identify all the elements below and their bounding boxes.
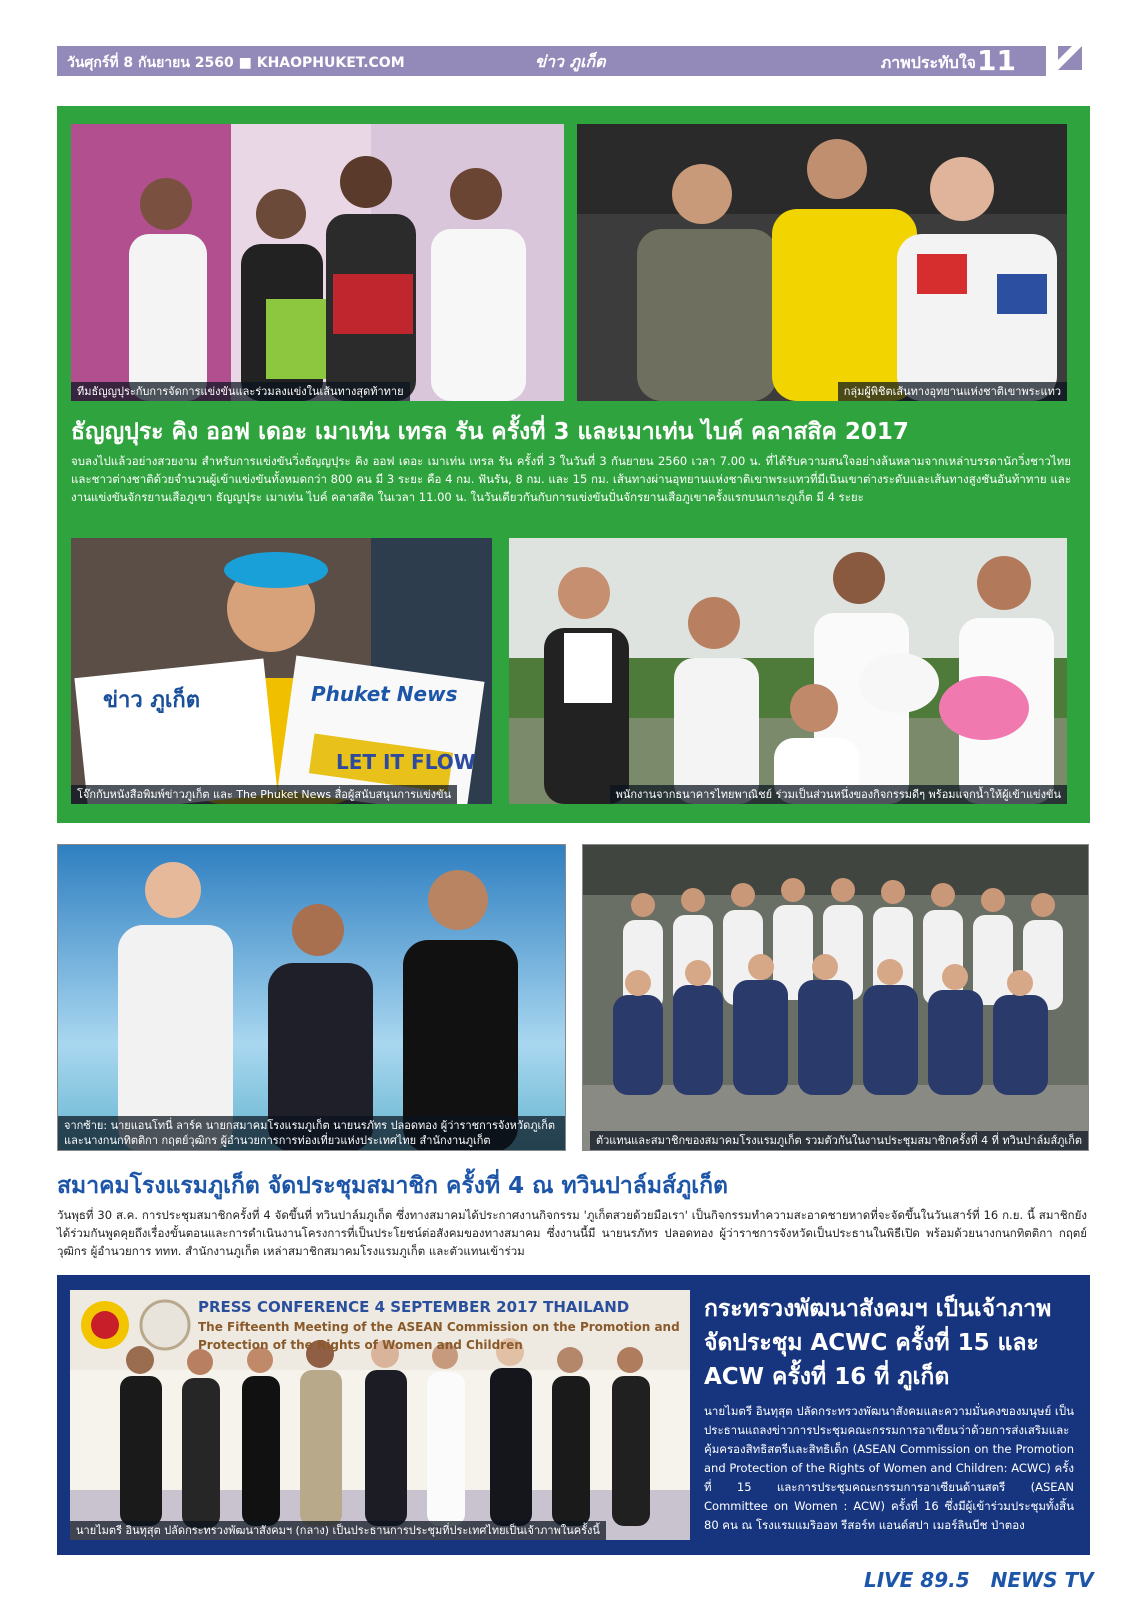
story3-headline-line3: ACW ครั้งที่ 16 ที่ ภูเก็ต — [704, 1364, 950, 1390]
newspaper-banner: LET IT FLOW — [336, 750, 476, 774]
photo-newspaper-sponsor — [71, 538, 492, 804]
photo-press-conference — [70, 1290, 690, 1540]
story3-headline-line1: กระทรวงพัฒนาสังคมฯ เป็นเจ้าภาพ — [704, 1296, 1052, 1322]
photo-caption: นายไมตรี อินทุสุต ปลัดกระทรวงพัฒนาสังคมฯ (กลาง) เป็นประธานการประชุมที่ประเทศไทยเป็นเจ้าภาพในครั้งนี้ — [70, 1521, 606, 1540]
backdrop-line2: Protection of the Rights of Women and Children — [198, 1338, 523, 1352]
photo-hotel-association-members — [582, 844, 1089, 1151]
story1-headline: ธัญญปุระ คิง ออฟ เดอะ เมาเท่น เทรล รัน ครั้งที่ 3 และเมาเท่น ไบค์ คลาสสิค 2017 — [71, 419, 909, 445]
photo-caption: ทีมธัญญปุระกับการจัดการแข่งขันและร่วมลงแข่งในเส้นทางสุดท้าทาย — [71, 382, 410, 401]
photo-hotel-association-leaders — [57, 844, 566, 1151]
story2-headline: สมาคมโรงแรมภูเก็ต จัดประชุมสมาชิก ครั้งที่ 4 ณ ทวินปาล์มส์ภูเก็ต — [57, 1173, 728, 1199]
story2-body: วันพุธที่ 30 ส.ค. การประชุมสมาชิกครั้งที่ 4 จัดขึ้นที่ ทวินปาล์มภูเก็ต ซึ่งทางสมาคมได้ประกาศงานกิจกรรม 'ภูเก็ตสวยด้วยมือเรา' เป็นกิจกรรมทำความสะอาดชายหาดที่จะจัดขึ้นในวันเสาร์ที่ 16 ก.ย. นี้ สมาชิกยังได้ร่วมกันพูดคุยถึงเรื่องขั้นตอนและการดำเนินงานโครงการที่เป็นประโยชน์ต่อสังคมของทางสมาคม ซึ่งงานนี้มี นายนรภัทร ปลอดทอง ผู้ว่าราชการจังหวัดเป็นประธานในพิธีเปิด พร้อมด้วยนางกนกทิตติกา กฤตย์วุฒิกร ผู้อำนวยการ ททท. สำนักงานภูเก็ต เหล่าสมาชิกสมาคมโรงแรมภูเก็ต และตัวแทนเข้าร่วม — [57, 1208, 1087, 1258]
story1-body: จบลงไปแล้วอย่างสวยงาม สำหรับการแข่งขันวิ่งธัญญปุระ คิง ออฟ เดอะ เมาเท่น เทรล รัน ครั้งที่ 3 ในวันที่ 3 กันยายน 2560 เวลา 7.00 น. ที่ได้รับความสนใจอย่างล้นหลามจากเหล่าบรรดานักวิ่งชาวไทยและชาวต่างชาติด้วยจำนวนผู้เข้าแข่งขันทั้งหมดกว่า 800 คน มี 3 ระยะ คือ 4 กม. ฟันรัน, 8 กม. และ 15 กม. เส้นทางผ่านอุทยานแห่งชาติเขาพระแทวที่มีเนินเขาต่างระดับและเส้นทางสูงชันอันท้าทาย และงานแข่งขันจักรยานเสือภูเขา ธัญญปุระ เมาเท่น ไบค์ คลาสสิค ในเวลา 11.00 น. ในวันเดียวกันกับการแข่งขันปั่นจักรยานเสือภูเขาครั้งแรกบนเกาะภูเก็ต มี 4 ระยะ — [71, 454, 1071, 504]
masthead-logo: ข่าว ภูเก็ต — [535, 52, 606, 71]
newstv-logo: NEWS TV — [990, 1568, 1094, 1592]
backdrop-line1: The Fifteenth Meeting of the ASEAN Commission on the Promotion and — [198, 1320, 680, 1334]
photo-caption: โจ๊กกับหนังสือพิมพ์ข่าวภูเก็ต และ The Phuket News สื่อผู้สนับสนุนการแข่งขัน — [71, 785, 457, 804]
page-header — [57, 46, 1046, 76]
newspaper-phuketnews-title: Phuket News — [311, 682, 458, 706]
story3-headline-line2: จัดประชุม ACWC ครั้งที่ 15 และ — [704, 1330, 1039, 1356]
photo-caption: ตัวแทนและสมาชิกของสมาคมโรงแรมภูเก็ต รวมตัวกันในงานประชุมสมาชิกครั้งที่ 4 ที่ ทวินปาล์มส์ภูเก็ต — [590, 1131, 1088, 1150]
photo-caption: พนักงานจากธนาคารไทยพาณิชย์ ร่วมเป็นส่วนหนึ่งของกิจกรรมดีๆ พร้อมแจกน้ำให้ผู้เข้าแข่งขัน — [610, 785, 1067, 804]
header-date-site: วันศุกร์ที่ 8 กันยายน 2560 ■ KHAOPHUKET.COM — [67, 55, 405, 71]
photo-trail-finishers — [577, 124, 1067, 401]
newspaper-khaophuket-title: ข่าว ภูเก็ต — [103, 688, 201, 713]
live895-logo: LIVE 89.5 — [864, 1568, 970, 1592]
page-number: 11 — [977, 44, 1016, 77]
photo-scb-staff — [509, 538, 1067, 804]
footer-logos — [864, 1568, 1094, 1596]
photo-thanyapura-team — [71, 124, 564, 401]
story3-body: นายไมตรี อินทุสุต ปลัดกระทรวงพัฒนาสังคมและความมั่นคงของมนุษย์ เป็นประธานแถลงข่าวการประชุมคณะกรรมการอาเซียนว่าด้วยการส่งเสริมและคุ้มครองสิทธิสตรีและสิทธิเด็ก (ASEAN Commission on the Promotion and Protection of the Rights of Women and Children: ACWC) ครั้งที่ 15 และการประชุมคณะกรรมการอาเซียนด้านสตรี (ASEAN Committee on Women : ACW) ครั้งที่ 16 ซึ่งมีผู้เข้าร่วมประชุมทั้งสิ้น 80 คน ณ โรงแรมแมริออท รีสอร์ท แอนด์สปา เมอร์ลินบีช ป่าตอง — [704, 1404, 1074, 1532]
backdrop-title: PRESS CONFERENCE 4 SEPTEMBER 2017 THAILAND — [198, 1298, 630, 1316]
section-title: ภาพประทับใจ — [880, 53, 976, 72]
photo-caption: จากซ้าย: นายแอนโทนี่ ลาร์ค นายกสมาคมโรงแรมภูเก็ต นายนรภัทร ปลอดทอง ผู้ว่าราชการจังหวัดภูเก็ต และนางกนกทิตติกา กฤตย์วุฒิกร ผู้อำนวยการการท่องเที่ยวแห่งประเทศไทย สำนักงานภูเก็ต — [58, 1116, 566, 1150]
story3-headline — [704, 1292, 1074, 1394]
corner-arrow-icon — [1058, 46, 1082, 70]
photo-caption: กลุ่มผู้พิชิตเส้นทางอุทยานแห่งชาติเขาพระแทว — [838, 382, 1067, 401]
